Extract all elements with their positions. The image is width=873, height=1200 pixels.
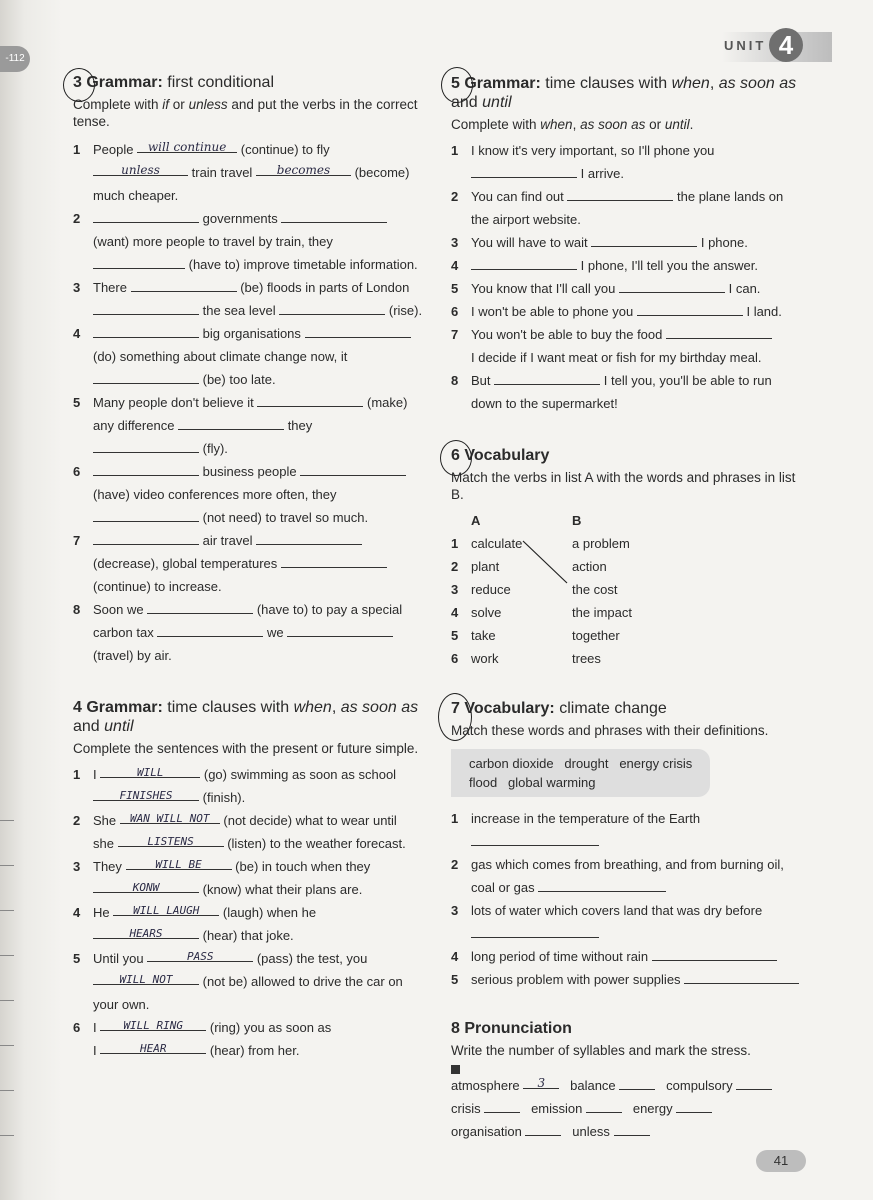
pen-circle-5: [441, 67, 473, 103]
ex5-item-4: 4 I phone, I'll tell you the answer.: [451, 254, 811, 277]
section-7-exercise: 1 increase in the temperature of the Earth 2 gas which comes from breathing, and from burning oil, coal or gas 3 lots of water which covers land that was dry before 4 long period of time without rain 5 serious problem with power supplies: [451, 807, 811, 991]
list-b-header: B: [572, 513, 582, 528]
list-b: [572, 532, 632, 670]
ex5-item-6: 6 I won't be able to phone you I land.: [451, 300, 811, 323]
unit-label: UNIT: [724, 38, 767, 53]
list-a-item: 1 calculate: [451, 536, 523, 551]
ex3-item-2: 2 governments: [73, 207, 428, 230]
ex7-item-1: 1 increase in the temperature of the Earth: [451, 811, 701, 826]
section-8-instructions: Write the number of syllables and mark the stress.: [451, 1043, 751, 1058]
section-8-title: 8 Pronunciation: [451, 1020, 572, 1037]
list-b-item: trees: [572, 651, 601, 666]
section-4-exercise: 1 I $^{WILL}$ (go) swimming as soon as school $^{FINISHES}$ (finish). 2 She $^{WAN WILL NOT}$ (not decide) what to wear until she $^{LISTENS}$ (listen) to the weather forecast. 3 They $^{WILL BE}$ (be) in touch when they $^{KONW}$ (know) what their plans are. 4 He $^{WILL LAUGH}$ (laugh) when he $^{HEARS}$ (hear) that joke. 5 Until you $^{PASS}$ (pass) the test, you $^{WILL NOT}$ (not be) allowed to drive the car on your own. 6 I $^{WILL RING}$ (ring) you as soon as I $^{HEAR}$ (hear) from her.: [73, 763, 428, 1062]
ex3-blank-1b[interactable]: unless: [93, 161, 188, 176]
section-6: [451, 446, 811, 677]
section-7-instructions: Match these words and phrases with their definitions.: [451, 723, 769, 738]
section-3-instructions: Complete with if or unless and put the verbs in the correct tense.: [73, 97, 418, 129]
ex7-item-5: 5 serious problem with power supplies: [451, 968, 811, 991]
list-a-item: 2 plant: [451, 559, 500, 574]
section-3-exercise: 1 People will continue (continue) to fly unless train travel becomes (become) much cheaper. 2 governments (want) more people to travel by train, they (have to) improve timetable information. 3 There (be) floods in parts of London the sea level (rise). 4 big organisations (do) something about climate change now, it (be) too late. 5 Many people don't believe it (make) any difference they (fly). 6 business people (have) video conferences more often, they (not need) to travel so much. 7 air travel (decrease), global temperatures (continue) to increase. 8 Soon we (have to) to pay a special carbon tax we (travel) by air.: [73, 138, 428, 667]
ex5-item-3: 3 You will have to wait I phone.: [451, 231, 811, 254]
ex5-item-2: 2 You can find out the plane lands on: [451, 185, 811, 208]
match-line: [521, 539, 571, 587]
ex4-item-4: 4 He $^{WILL LAUGH}$ (laugh) when he: [73, 901, 428, 924]
ex3-item-5: 5 Many people don't believe it (make): [73, 391, 428, 414]
section-6-instructions: Match the verbs in list A with the words and phrases in list B.: [451, 470, 796, 502]
ex5-item-7: 7 You won't be able to buy the food: [451, 323, 811, 346]
ex3-item-3: 3 There (be) floods in parts of London: [73, 276, 428, 299]
ex3-blank-1a[interactable]: will continue: [137, 138, 237, 153]
page-number: 41: [756, 1150, 806, 1172]
section-8-exercise: atmosphere 3 balance compulsory crisis emission energy organisation unless: [451, 1074, 811, 1143]
ex4-item-2: 2 She $^{WAN WILL NOT}$ (not decide) what to wear until: [73, 809, 428, 832]
section-7: [451, 699, 811, 991]
section-6-title: 6 Vocabulary: [451, 447, 550, 464]
ex3-item-1: 1 People will continue (continue) to fly: [73, 140, 330, 157]
ex4-item-5: 5 Until you $^{PASS}$ (pass) the test, you: [73, 947, 428, 970]
ex4-item-1: 1 I $^{WILL}$ (go) swimming as soon as school: [73, 763, 428, 786]
list-a-header: A: [471, 513, 481, 528]
list-b-item: a problem: [572, 536, 630, 551]
section-5-title: 5 Grammar: time clauses with when, as soon as and until: [451, 75, 797, 111]
ex4-item-3: 3 They $^{WILL BE}$ (be) in touch when they: [73, 855, 428, 878]
ex5-item-5: 5 You know that I'll call you I can.: [451, 277, 811, 300]
list-b-item: the impact: [572, 605, 632, 620]
previous-page-number: -112: [0, 46, 30, 72]
ex3-item-6: 6 business people: [73, 460, 428, 483]
pen-circle-6: [440, 440, 472, 476]
ex5-item-8: 8 But I tell you, you'll be able to run: [451, 369, 811, 392]
unit-number: 4: [769, 28, 803, 62]
stress-mark-example: [451, 1065, 460, 1074]
ex7-item-2: 2 gas which comes from breathing, and from burning oil,: [451, 857, 784, 872]
section-3-title: 3 Grammar: first conditional: [73, 74, 275, 91]
list-b-item: action: [572, 559, 607, 574]
section-4-instructions: Complete the sentences with the present or future simple.: [73, 741, 419, 756]
binding-ticks: [0, 820, 18, 1180]
list-a-item: 5 take: [451, 628, 496, 643]
list-a-item: 4 solve: [451, 605, 502, 620]
list-b-item: together: [572, 628, 620, 643]
section-5-exercise: 1 I know it's very important, so I'll phone you I arrive. 2 You can find out the plane lands on the airport website. 3 You will have to wait I phone. 4 I phone, I'll tell you the answer. 5 You know that I'll call you I can. 6 I won't be able to phone you I land. 7 You won't be able to buy the food I decide if I want meat or fish for my birthday meal. 8 But I tell you, you'll be able to run down to the supermarket!: [451, 139, 811, 415]
ex3-item-4: 4 big organisations: [73, 322, 428, 345]
ex3-item-7: 7 air travel: [73, 529, 428, 552]
section-3: [73, 73, 428, 667]
ex5-item-1: 1 I know it's very important, so I'll phone you: [451, 143, 715, 158]
section-5-instructions: Complete with when, as soon as or until.: [451, 117, 694, 132]
list-a: [451, 532, 522, 670]
list-b-item: the cost: [572, 582, 618, 597]
pen-circle-7: [438, 693, 472, 741]
ex3-item-8: 8 Soon we (have to) to pay a special: [73, 598, 428, 621]
ex7-item-4: 4 long period of time without rain: [451, 945, 811, 968]
list-a-item: 3 reduce: [451, 582, 511, 597]
ex3-blank-1c[interactable]: becomes: [256, 161, 351, 176]
section-5: [451, 74, 811, 415]
section-7-title: 7 Vocabulary: climate change: [451, 700, 667, 717]
match-lists: [451, 509, 811, 677]
section-4-title: 4 Grammar: time clauses with when, as soon as and until: [73, 699, 419, 735]
word-box: carbon dioxide drought energy crisis flood global warming: [451, 749, 811, 797]
section-8: [451, 1019, 811, 1143]
ex7-item-3: 3 lots of water which covers land that was dry before: [451, 903, 763, 918]
pen-circle-3: [63, 68, 95, 102]
list-a-item: 6 work: [451, 651, 499, 666]
section-4: [73, 698, 428, 1062]
ex4-item-6: 6 I $^{WILL RING}$ (ring) you as soon as: [73, 1016, 428, 1039]
